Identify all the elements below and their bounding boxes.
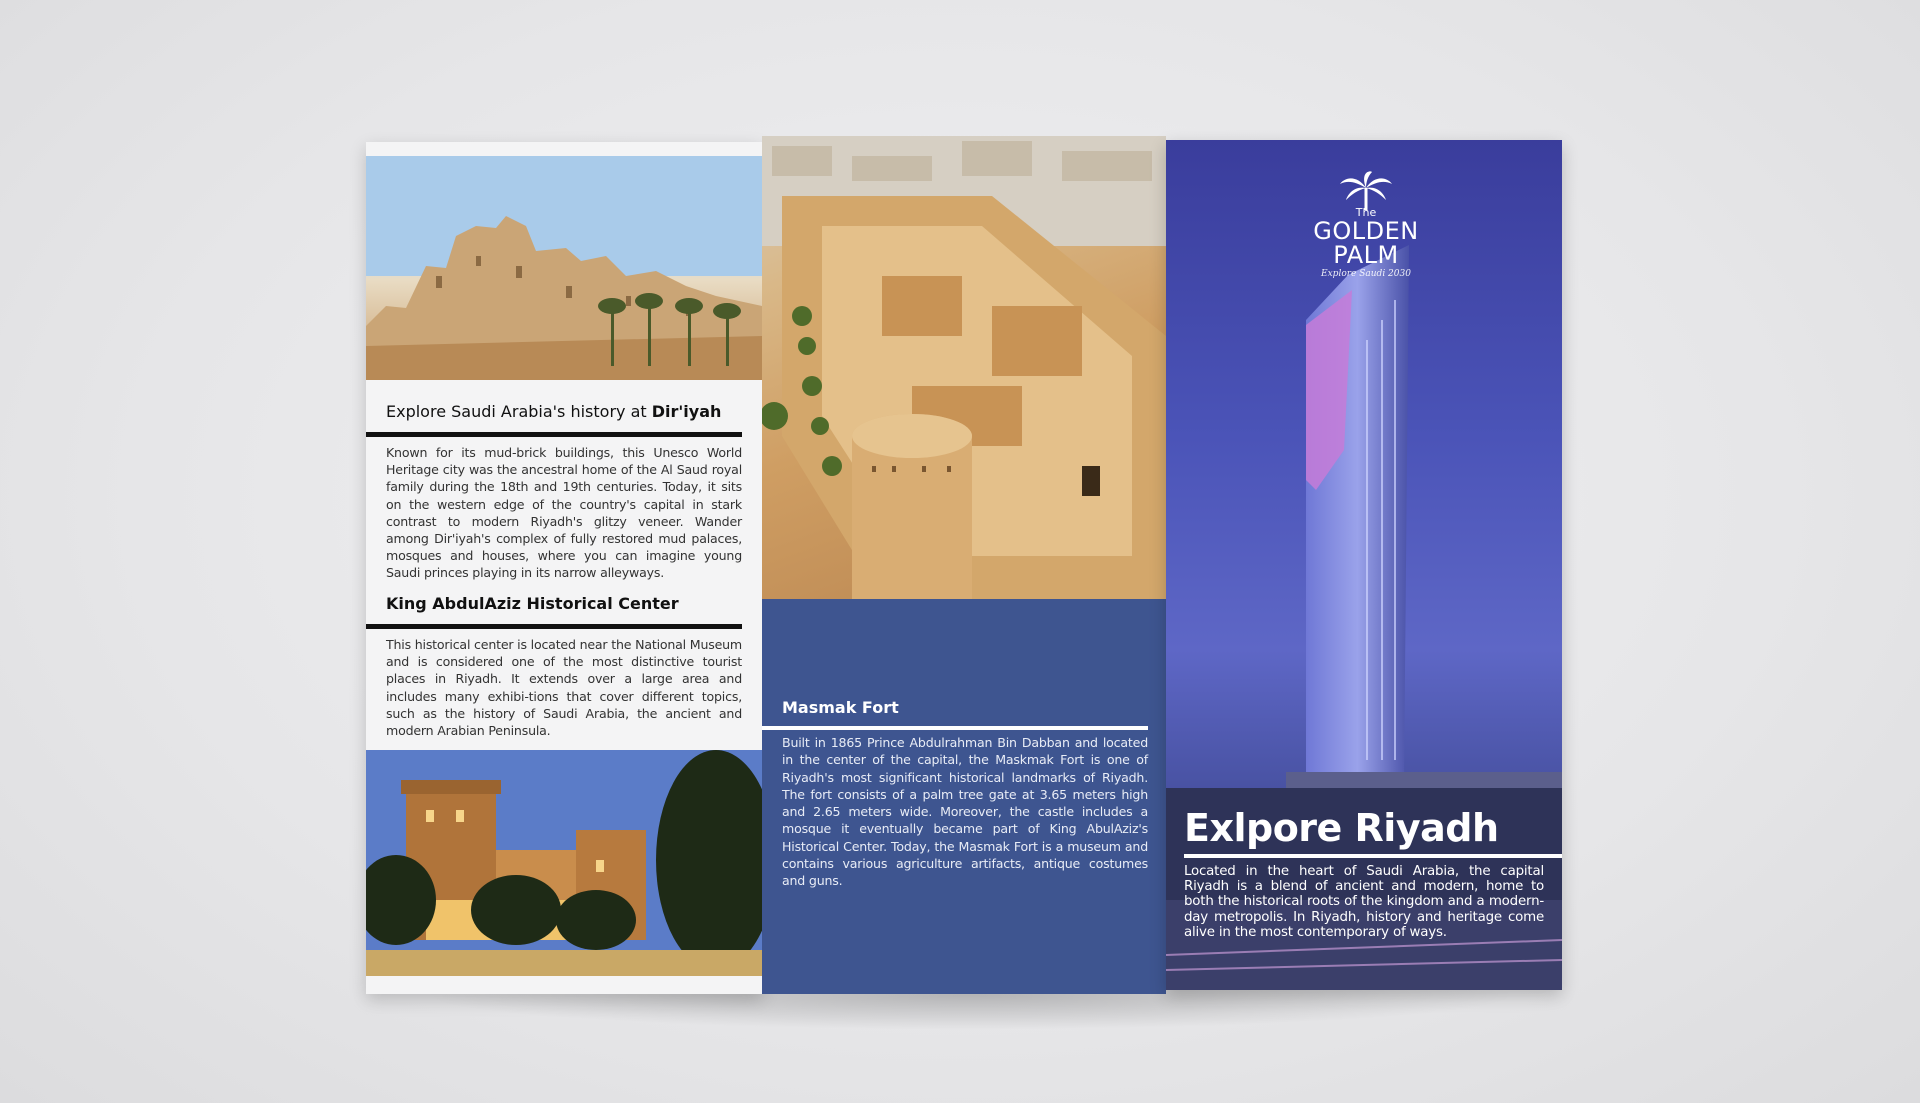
- masmak-heading: Masmak Fort: [782, 698, 899, 717]
- abdulaziz-center-photo: [366, 750, 762, 976]
- middle-panel: [762, 136, 1166, 994]
- logo-tagline: Explore Saudi 2030: [1321, 269, 1411, 279]
- logo-line-1: GOLDEN: [1313, 217, 1419, 245]
- heading-rule: [366, 432, 742, 437]
- heading-rule: [366, 624, 742, 629]
- trifold-brochure: [366, 136, 1562, 994]
- diriyah-description: Known for its mud-brick buildings, this Unesco World Heritage city was the ancestral home of the Al Saud royal family during the 18th and 19th centuries. Today, it sits on the western edge of the country's capital in stark contrast to modern Riyadh's glitzy veneer. Wander among Dir'iyah's complex of fully restored mud palaces, mosques and houses, where you can imagine young Saudi princes playing in its narrow alleyways.: [386, 445, 742, 581]
- abdulaziz-heading: King AbdulAziz Historical Center: [386, 594, 679, 613]
- left-panel: [366, 142, 762, 994]
- masmak-fort-photo: [762, 136, 1166, 599]
- cover-description: Located in the heart of Saudi Arabia, the capital Riyadh is a blend of ancient and modern, home to both the historical roots of the kingdom and a modern-day metropolis. In Riyadh, history and heritage come alive in the most contemporary of ways.: [1184, 864, 1544, 940]
- abdulaziz-description: This historical center is located near the National Museum and is considered one of the most distinctive tourist places in Riyadh. It extends over a large area and includes many exhibi-tions that cover different topics, such as the history of Saudi Arabia, the ancient and modern Arabian Peninsula.: [386, 637, 742, 739]
- logo-line-2: PALM: [1333, 241, 1399, 269]
- cover-title: Exlpore Riyadh: [1184, 806, 1499, 850]
- heading-rule: [762, 726, 1148, 730]
- diriyah-photo: [366, 156, 762, 380]
- palm-tree-icon: [1338, 170, 1394, 210]
- logo-the: The: [1355, 206, 1377, 219]
- diriyah-heading: Explore Saudi Arabia's history at Dir'iyah: [386, 402, 722, 421]
- cover-rule: [1184, 854, 1562, 858]
- golden-palm-logo: [1286, 170, 1446, 279]
- cover-panel: [1166, 140, 1562, 990]
- masmak-description: Built in 1865 Prince Abdulrahman Bin Dabban and located in the center of the capital, the Maskmak Fort is one of Riyadh's most significant historical landmarks of Riyadh. The fort consists of a palm tree gate at 3.65 meters high and 2.65 meters wide. Moreover, the castle includes a mosque it eventually became part of King AbulAziz's Historical Center. Today, the Masmak Fort is a museum and contains various agriculture artifacts, antique costumes and guns.: [782, 735, 1148, 889]
